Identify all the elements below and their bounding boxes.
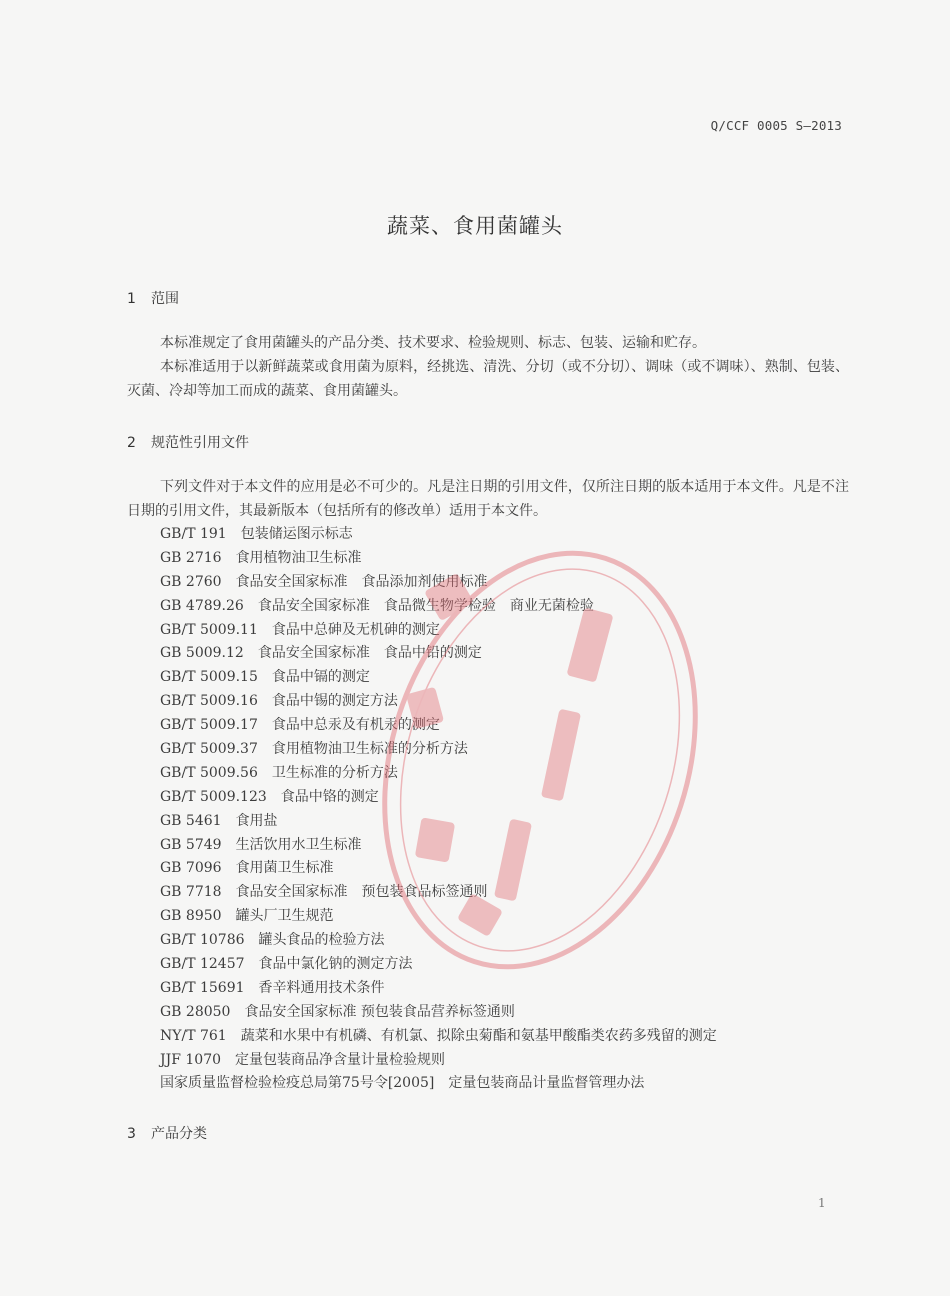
section-number: 2 xyxy=(127,435,136,451)
list-item xyxy=(160,905,717,929)
reference-code: GB/T 191 xyxy=(160,526,227,542)
list-item xyxy=(160,1049,717,1073)
reference-title: 罐头食品的检验方法 xyxy=(258,932,385,949)
reference-title: 食品中铬的测定 xyxy=(280,788,379,805)
list-item xyxy=(160,881,717,905)
list-item xyxy=(160,571,717,595)
reference-title: 食品安全国家标准 预包装食品营养标签通则 xyxy=(244,1003,515,1020)
reference-code: GB/T 5009.17 xyxy=(160,717,258,734)
reference-code: 国家质量监督检验检疫总局第75号令[2005] xyxy=(160,1075,435,1092)
list-item xyxy=(160,666,717,690)
reference-code: GB 8950 xyxy=(160,908,222,925)
list-item xyxy=(160,547,717,571)
list-item xyxy=(160,953,717,977)
reference-title: 食用菌卫生标准 xyxy=(235,860,334,877)
section-title: 产品分类 xyxy=(151,1126,207,1142)
reference-title: 食品中镉的测定 xyxy=(271,669,370,686)
reference-code: GB 7718 xyxy=(160,884,222,901)
list-item xyxy=(160,762,717,786)
reference-code: GB 5749 xyxy=(160,836,222,853)
reference-code: GB 4789.26 xyxy=(160,597,244,614)
reference-code: GB 2760 xyxy=(160,573,222,590)
list-item xyxy=(160,595,717,619)
reference-code: GB/T 10786 xyxy=(160,932,245,949)
reference-title: 卫生标准的分析方法 xyxy=(271,764,398,781)
reference-title: 生活饮用水卫生标准 xyxy=(235,836,362,853)
section-title: 规范性引用文件 xyxy=(151,435,249,451)
list-item xyxy=(160,929,717,953)
reference-title: 食品安全国家标准 食品中铅的测定 xyxy=(257,645,482,662)
reference-title: 食品中锡的测定方法 xyxy=(271,693,398,710)
reference-code: GB/T 5009.56 xyxy=(160,764,258,781)
list-item xyxy=(160,810,717,834)
list-item xyxy=(160,619,717,643)
reference-title: 食用植物油卫生标准 xyxy=(235,549,362,566)
list-item xyxy=(160,834,717,858)
list-item xyxy=(160,1001,717,1025)
reference-title: 定量包装商品净含量计量检验规则 xyxy=(235,1051,446,1068)
reference-code: GB 28050 xyxy=(160,1003,231,1020)
reference-code: NY/T 761 xyxy=(160,1027,227,1044)
list-item xyxy=(160,738,717,762)
list-item xyxy=(160,857,717,881)
reference-title: 蔬菜和水果中有机磷、有机氯、拟除虫菊酯和氨基甲酸酯类农药多残留的测定 xyxy=(240,1027,717,1044)
reference-title: 食用盐 xyxy=(235,812,278,829)
list-item xyxy=(160,690,717,714)
section-3-heading xyxy=(127,1123,207,1143)
section-number: 1 xyxy=(127,291,136,307)
list-item xyxy=(160,523,717,547)
reference-title: 食品安全国家标准 食品微生物学检验 商业无菌检验 xyxy=(257,597,594,614)
reference-title: 食品安全国家标准 预包装食品标签通则 xyxy=(235,884,488,901)
reference-title: 香辛料通用技术条件 xyxy=(258,979,385,996)
section-2-heading xyxy=(127,432,249,452)
reference-code: JJF 1070 xyxy=(160,1051,222,1068)
reference-title: 罐头厂卫生规范 xyxy=(235,908,334,925)
reference-code: GB 2716 xyxy=(160,549,222,566)
normative-references-list xyxy=(160,523,717,1096)
list-item xyxy=(160,1072,717,1096)
reference-code: GB/T 5009.16 xyxy=(160,693,258,710)
list-item xyxy=(160,714,717,738)
section-1-paragraph-1: 本标准规定了食用菌罐头的产品分类、技术要求、检验规则、标志、包装、运输和贮存。 xyxy=(160,335,706,351)
reference-title: 食品中总砷及无机砷的测定 xyxy=(271,621,440,638)
reference-title: 食品中氯化钠的测定方法 xyxy=(258,956,413,973)
page-number: 1 xyxy=(818,1196,826,1210)
reference-title: 包装储运图示标志 xyxy=(240,526,353,542)
section-number: 3 xyxy=(127,1126,136,1142)
reference-code: GB/T 5009.11 xyxy=(160,621,258,638)
list-item xyxy=(160,1025,717,1049)
reference-title: 食品安全国家标准 食品添加剂使用标准 xyxy=(235,573,488,590)
reference-title: 食品中总汞及有机汞的测定 xyxy=(271,717,440,734)
section-2-paragraph-1: 下列文件对于本文件的应用是必不可少的。凡是注日期的引用文件，仅所注日期的版本适用于本文件。凡是不注日期的引用文件，其最新版本（包括所有的修改单）适用于本文件。 xyxy=(127,479,849,519)
list-item xyxy=(160,786,717,810)
section-title: 范围 xyxy=(151,291,179,307)
standard-code: Q/CCF 0005 S—2013 xyxy=(710,118,842,133)
reference-code: GB/T 5009.123 xyxy=(160,788,267,805)
reference-code: GB/T 15691 xyxy=(160,979,245,996)
reference-code: GB 5461 xyxy=(160,812,222,829)
reference-title: 定量包装商品计量监督管理办法 xyxy=(448,1075,645,1092)
list-item xyxy=(160,642,717,666)
reference-code: GB 5009.12 xyxy=(160,645,244,662)
reference-code: GB/T 12457 xyxy=(160,956,245,973)
reference-code: GB/T 5009.37 xyxy=(160,741,258,758)
list-item xyxy=(160,977,717,1001)
document-title: 蔬菜、食用菌罐头 xyxy=(387,214,563,238)
section-1-heading xyxy=(127,288,179,308)
reference-code: GB 7096 xyxy=(160,860,222,877)
section-1-paragraph-2: 本标准适用于以新鲜蔬菜或食用菌为原料，经挑选、清洗、分切（或不分切）、调味（或不调味）、熟制、包装、灭菌、冷却等加工而成的蔬菜、食用菌罐头。 xyxy=(127,359,849,399)
reference-code: GB/T 5009.15 xyxy=(160,669,258,686)
reference-title: 食用植物油卫生标准的分析方法 xyxy=(271,741,468,758)
